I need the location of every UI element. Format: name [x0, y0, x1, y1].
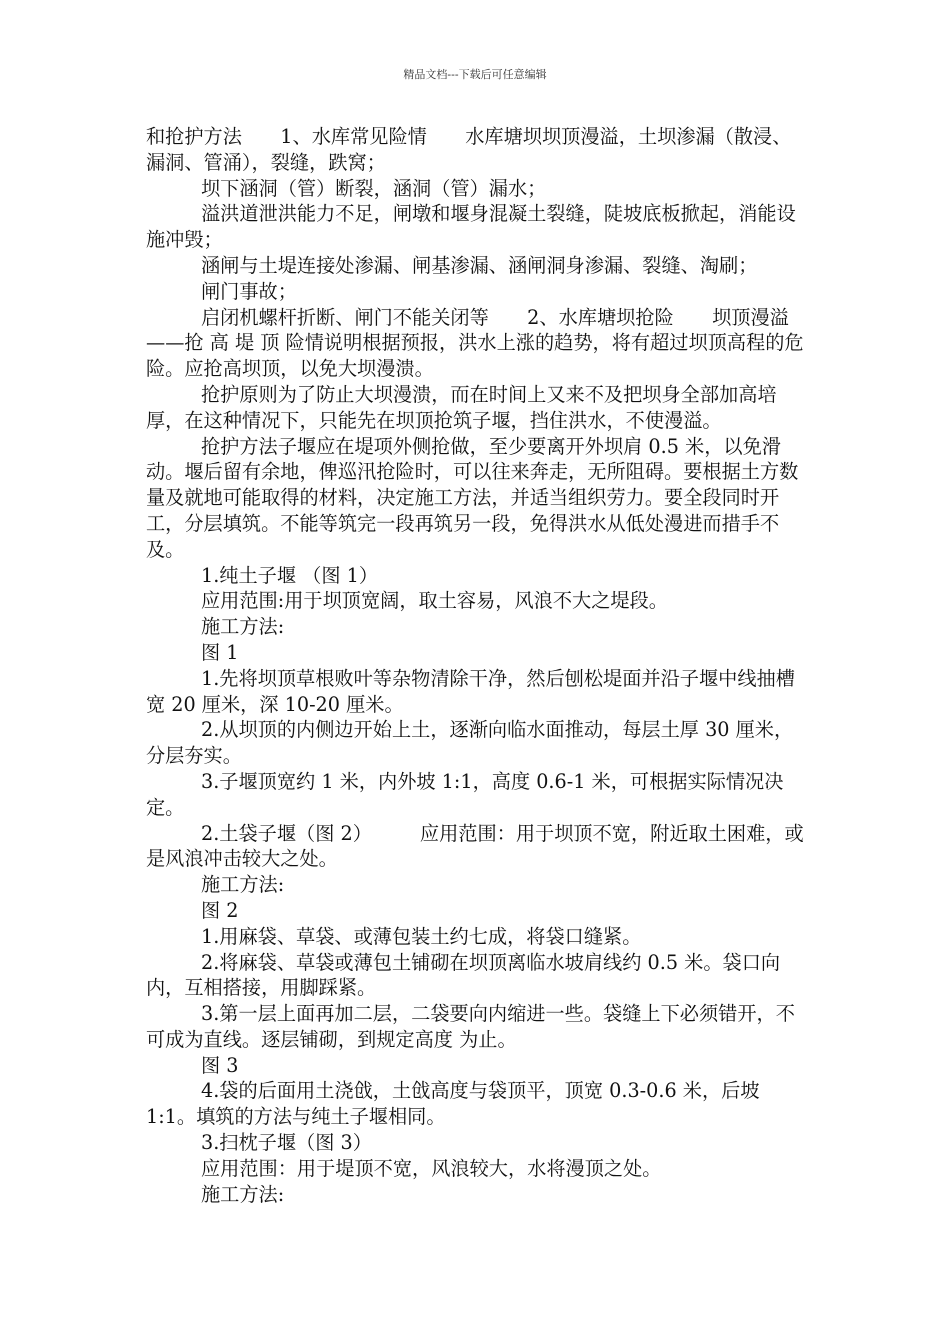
paragraph: 溢洪道泄洪能力不足，闸墩和堰身混凝土裂缝，陡坡底板掀起，消能设施冲毁；	[146, 202, 796, 252]
paragraph: 施工方法:	[201, 873, 285, 897]
paragraph: 启闭机螺杆折断、闸门不能关闭等 2、水库塘坝抢险 坝顶漫溢——抢 高 堤 顶 险情说明根据预报，洪水上涨的趋势，将有超过坝顶高程的危险。应抢高坝顶，以免大坝漫溃。	[146, 305, 804, 381]
paragraph: 4.袋的后面用土浇戗，土戗高度与袋顶平，顶宽 0.3-0.6 米，后坡 1:1。填筑的方法与纯土子堰相同。	[146, 1079, 760, 1129]
page-header: 精品文档---下载后可任意编辑	[403, 68, 547, 81]
paragraph: 1.纯土子堰 （图 1）	[201, 563, 379, 587]
paragraph: 施工方法:	[201, 1182, 285, 1206]
figure-label: 图 1	[201, 640, 239, 664]
paragraph: 涵闸与土堤连接处渗漏、闸基渗漏、涵闸洞身渗漏、裂缝、淘刷；	[201, 253, 758, 277]
paragraph: 1.用麻袋、草袋、或薄包装土约七成，将袋口缝紧。	[201, 924, 642, 948]
paragraph: 2.土袋子堰（图 2） 应用范围：用于坝顶不宽，附近取土困难，或是风浪冲击较大之处。	[146, 821, 804, 871]
paragraph: 3.第一层上面再加二层，二袋要向内缩进一些。袋缝上下必须错开，不可成为直线。逐层铺砌，到规定高度 为止。	[146, 1002, 795, 1051]
paragraph: 抢护方法子堰应在堤项外侧抢做，至少要离开外坝肩 0.5 米，以免滑动。堰后留有余地，俾巡汛抢险时，可以往来奔走，无所阻碍。要根据土方数量及就地可能取得的材料，决定施工方法，并适当组织劳力。要全段同时开工，分层填筑。不能等筑完一段再筑另一段，免得洪水从低处漫进而措手不及。	[146, 434, 799, 561]
paragraph: 1.先将坝顶草根败叶等杂物清除干净，然后刨松堤面并沿子堰中线抽槽宽 20 厘米，深 10-20 厘米。	[146, 666, 795, 716]
paragraph: 3.子堰顶宽约 1 米，内外坡 1:1，高度 0.6-1 米，可根据实际情况决定。	[146, 769, 784, 819]
figure-label: 图 2	[201, 898, 239, 922]
paragraph: 闸门事故；	[201, 279, 297, 303]
paragraph: 抢护原则为了防止大坝漫溃，而在时间上又来不及把坝身全部加高培厚，在这种情况下，只能先在坝顶抢筑子堰，挡住洪水，不使漫溢。	[146, 382, 777, 432]
paragraph: 和抢护方法 1、水库常见险情 水库塘坝坝顶漫溢，土坝渗漏（散浸、漏洞、管涌），裂缝，跌窝；	[146, 125, 792, 174]
document-body	[146, 124, 810, 1207]
paragraph: 施工方法:	[201, 615, 285, 639]
figure-label: 图 3	[201, 1053, 239, 1077]
paragraph: 应用范围：用于堤顶不宽，风浪较大，水将漫顶之处。	[201, 1156, 662, 1180]
paragraph: 3.扫枕子堰（图 3）	[201, 1131, 372, 1155]
paragraph: 应用范围:用于坝顶宽阔，取土容易，风浪不大之堤段。	[201, 589, 668, 613]
paragraph: 坝下涵洞（管）断裂，涵洞（管）漏水；	[201, 176, 547, 200]
paragraph: 2.从坝顶的内侧边开始上土，逐渐向临水面推动，每层土厚 30 厘米，分层夯实。	[146, 718, 794, 768]
paragraph: 2.将麻袋、草袋或薄包土铺砌在坝顶离临水坡肩线约 0.5 米。袋口向内，互相搭接，用脚踩紧。	[146, 950, 781, 1000]
